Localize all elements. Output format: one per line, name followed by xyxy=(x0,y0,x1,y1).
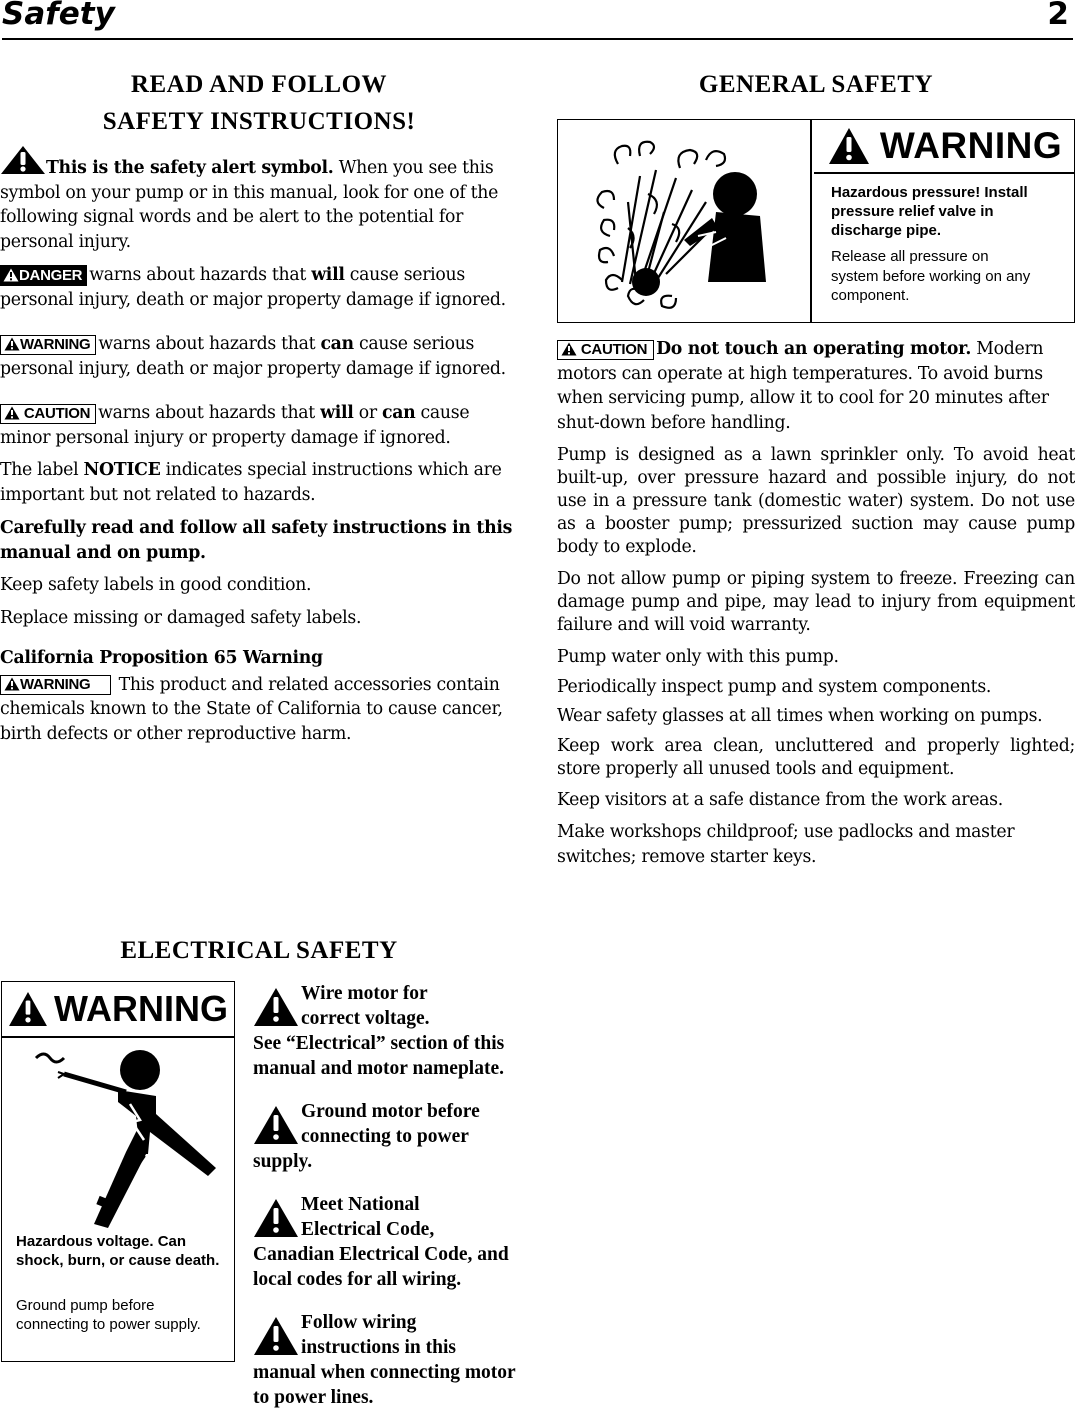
safety-alert-icon xyxy=(253,1198,299,1238)
prop65-text: This product and related accessories contain chemicals known to the State of California to cause cancer, birth defects or other reproductive harm. xyxy=(0,674,503,744)
item3-line-b: Electrical Code, xyxy=(301,1219,435,1240)
work-area-paragraph: Keep work area clean, uncluttered and properly lighted; store properly all unused tools and equipment. xyxy=(557,735,1075,779)
keep-labels-paragraph: Keep safety labels in good condition. xyxy=(0,575,312,595)
motor-caution-badge xyxy=(557,340,654,360)
read-follow-heading-line2: SAFETY INSTRUCTIONS! xyxy=(102,108,416,135)
caution-badge xyxy=(0,404,96,424)
general-safety-heading: GENERAL SAFETY xyxy=(698,71,934,98)
electrical-item-ground-motor-head xyxy=(301,1099,480,1149)
voltage-sign-header xyxy=(2,982,234,1036)
warning-text-post: cause serious personal injury, death or major property damage if ignored. xyxy=(0,334,506,379)
item1-line-a: Wire motor for xyxy=(301,983,428,1004)
item1-line-c: See “Electrical” section of this manual and motor nameplate. xyxy=(253,1033,505,1079)
electrical-item-ground-motor xyxy=(253,1099,518,1174)
caution-text-post: cause minor personal injury or property damage if ignored. xyxy=(0,403,470,448)
replace-labels-paragraph: Replace missing or damaged safety labels. xyxy=(0,607,362,628)
freeze-paragraph: Do not allow pump or piping system to freeze. Freezing can damage pump and pipe, may lead to injury from equipment failure and will void warranty. xyxy=(557,569,1075,635)
caution-text-pre: warns about hazards that xyxy=(98,403,321,423)
item3-line-c: Canadian Electrical Code, and local codes for all wiring. xyxy=(253,1244,509,1290)
electrical-item-wire-motor-head xyxy=(301,981,429,1031)
item4-line-a: Follow wiring xyxy=(301,1312,417,1333)
warning-label: WARNING xyxy=(20,335,91,353)
item4-line-b: instructions in this xyxy=(301,1337,456,1358)
voltage-warning-sign xyxy=(1,981,235,1362)
notice-text-post: indicates special instructions which are important but not related to hazards. xyxy=(0,460,502,505)
caution-text-bold2: can xyxy=(381,403,416,423)
prop65-paragraph xyxy=(0,673,518,747)
danger-text-post: cause serious personal injury, death or major property damage if ignored. xyxy=(0,265,506,310)
notice-text-pre: The label xyxy=(0,460,84,480)
prop65-badge xyxy=(0,675,111,695)
danger-badge xyxy=(0,265,87,286)
electrical-item-wire-motor-top xyxy=(253,981,518,1031)
warning-text-bold: can xyxy=(320,334,354,354)
read-follow-body xyxy=(0,145,518,746)
electrical-item-wire-motor xyxy=(253,981,518,1081)
pressure-sign-text: Release all pressure on system before working on any component. xyxy=(831,248,1031,304)
warning-triangle-icon xyxy=(828,127,870,165)
electrical-item-codes xyxy=(253,1192,518,1292)
item4-line-c: manual when connecting motor to power lines. xyxy=(253,1362,516,1408)
inspect-paragraph: Periodically inspect pump and system components. xyxy=(557,676,992,697)
safety-alert-icon xyxy=(253,1316,299,1356)
danger-paragraph xyxy=(0,263,518,312)
electric-shock-icon xyxy=(22,1044,222,1230)
item2-line-c: supply. xyxy=(253,1151,313,1172)
lawn-sprinkler-paragraph: Pump is designed as a lawn sprinkler only. To avoid heat built-up, over pressure hazard and possible injury, do not use in a pressure tank (domestic water) system. Do not use as a booster pump; pressurized suction may cause pump body to explode. xyxy=(557,445,1075,557)
electrical-item-wiring-instructions-top xyxy=(253,1310,518,1360)
sign-header-rule xyxy=(814,172,1075,174)
item2-line-a: Ground motor before xyxy=(301,1101,480,1122)
danger-text-bold: will xyxy=(311,265,345,285)
pressure-sign-title: WARNING xyxy=(879,125,1063,166)
voltage-sign-title: WARNING xyxy=(54,988,228,1029)
motor-caution-text: Modern motors can operate at high temperatures. To avoid burns when servicing pump, allow it to cool for 20 minutes after shut-down before handling. xyxy=(557,339,1049,433)
motor-caution-bold: Do not touch an operating motor. xyxy=(656,339,972,359)
alert-symbol-bold: This is the safety alert symbol. xyxy=(46,158,334,178)
safety-glasses-paragraph: Wear safety glasses at all times when working on pumps. xyxy=(557,706,1043,726)
general-safety-body xyxy=(557,337,1075,869)
warning-text-pre: warns about hazards that xyxy=(98,334,321,354)
read-follow-heading xyxy=(0,66,518,140)
electrical-item-codes-top xyxy=(253,1192,518,1242)
carefully-read-paragraph: Carefully read and follow all safety instructions in this manual and on pump. xyxy=(0,518,513,563)
caution-alert-icon xyxy=(4,406,20,420)
warning-paragraph xyxy=(0,332,518,381)
prop65-alert-icon xyxy=(4,677,20,691)
sign-divider xyxy=(810,120,812,322)
voltage-sign-text: Ground pump before connecting to power supply. xyxy=(16,1297,201,1333)
voltage-sign-bold-text: Hazardous voltage. Can shock, burn, or cause death. xyxy=(16,1233,220,1269)
page-title: Safety xyxy=(2,0,115,32)
caution-text-bold1: will xyxy=(320,403,354,423)
pressure-warning-sign xyxy=(557,119,1075,323)
alert-symbol-text: When you see this symbol on your pump or in this manual, look for one of the following signal words and be alert to the potential for personal injury. xyxy=(0,158,499,252)
item1-line-b: correct voltage. xyxy=(301,1008,430,1029)
pressure-sign-header xyxy=(814,120,1075,172)
safety-alert-icon xyxy=(253,987,299,1027)
item2-line-b: connecting to power xyxy=(301,1126,469,1147)
danger-alert-icon xyxy=(3,268,19,282)
childproof-paragraph: Make workshops childproof; use padlocks and master switches; remove starter keys. xyxy=(557,822,1015,867)
electrical-item-wiring-instructions-head xyxy=(301,1310,456,1360)
electrical-item-wiring-instructions xyxy=(253,1310,518,1410)
motor-caution-paragraph xyxy=(557,337,1075,435)
notice-paragraph xyxy=(0,458,518,507)
caution-paragraph xyxy=(0,401,518,450)
warning-alert-icon xyxy=(4,337,20,351)
voltage-sign-rule xyxy=(2,1036,234,1038)
motor-caution-label: CAUTION xyxy=(580,340,648,358)
item3-line-a: Meet National xyxy=(301,1194,420,1215)
header-rule xyxy=(2,38,1073,40)
safety-alert-icon xyxy=(0,145,46,175)
page-number: 2 xyxy=(1047,0,1069,32)
electrical-item-codes-head xyxy=(301,1192,434,1242)
electrical-items xyxy=(253,981,518,1410)
safety-alert-icon xyxy=(253,1105,299,1145)
electrical-safety-heading: ELECTRICAL SAFETY xyxy=(120,937,398,964)
caution-text-mid: or xyxy=(353,403,382,423)
read-follow-heading-line1: READ AND FOLLOW xyxy=(130,71,388,98)
pressure-burst-icon xyxy=(588,132,788,312)
alert-symbol-paragraph xyxy=(0,145,518,254)
pump-water-paragraph: Pump water only with this pump. xyxy=(557,647,839,667)
warning-badge xyxy=(0,335,96,355)
visitors-paragraph: Keep visitors at a safe distance from the work areas. xyxy=(557,789,1003,810)
caution-label: CAUTION xyxy=(23,404,91,422)
motor-caution-alert-icon xyxy=(561,342,577,356)
notice-text-bold: NOTICE xyxy=(83,460,161,480)
danger-label: DANGER xyxy=(19,267,83,284)
electrical-item-ground-motor-top xyxy=(253,1099,518,1149)
warning-triangle-icon xyxy=(8,991,48,1027)
pressure-sign-bold-text: Hazardous pressure! Install pressure relief valve in discharge pipe. xyxy=(831,184,1028,239)
prop65-heading: California Proposition 65 Warning xyxy=(0,648,323,668)
danger-text-pre: warns about hazards that xyxy=(89,265,312,285)
prop65-label: WARNING xyxy=(20,676,91,693)
